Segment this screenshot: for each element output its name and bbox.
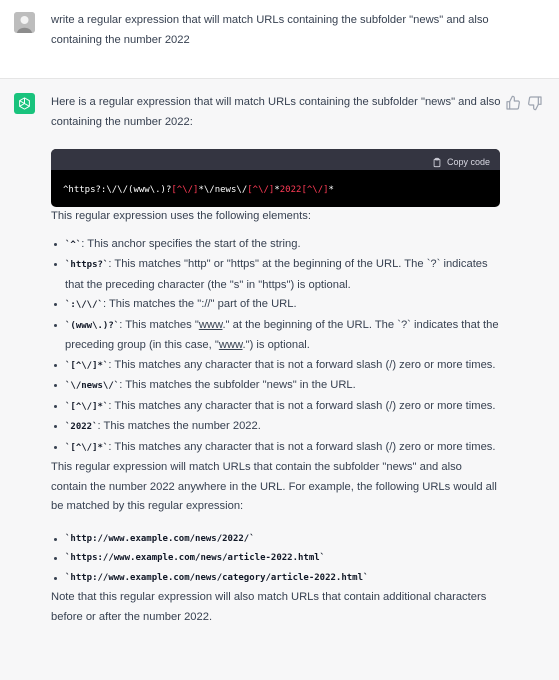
- list-item: [51, 316, 501, 356]
- regex-code: [51, 170, 500, 207]
- regex-part: ^https?:\/\/(www\.)?: [63, 185, 172, 195]
- item-description: .") is optional.: [242, 339, 310, 351]
- note-paragraph: Note that this regular expression will also match URLs that contain additional characters before or after the number 2022.: [51, 591, 487, 623]
- assistant-message-row: [0, 79, 559, 680]
- regex-part: [^\/]: [301, 185, 329, 195]
- list-item: [51, 356, 501, 377]
- example-url: `http://www.example.com/news/2022/`: [51, 530, 501, 550]
- item-description: : This matches "http" or "https" at the beginning of the URL. The `?` indicates that the preceding character (the "s" in "https") is optional.: [65, 258, 488, 291]
- user-message-row: [0, 0, 559, 79]
- item-description: : This matches any character that is not a forward slash (/) zero or more times.: [108, 399, 496, 412]
- item-description: ." at the beginning of the URL. The `?` indicates that the preceding group (in this case, ": [65, 318, 499, 351]
- code-block-header: [51, 149, 500, 170]
- www-link[interactable]: www: [218, 339, 243, 351]
- list-item: [51, 255, 501, 295]
- thumbs-down-icon[interactable]: [527, 95, 543, 111]
- list-item: [51, 438, 501, 459]
- list-item: [51, 417, 501, 438]
- intro-paragraph: Here is a regular expression that will match URLs containing the subfolder "news" and also containing the number 2022:: [51, 96, 501, 128]
- summary-paragraph: This regular expression will match URLs that contain the subfolder "news" and also contain the number 2022 anywhere in the URL. For example, the following URLs would all be matched by this regular expression:: [51, 461, 497, 512]
- item-description: : This matches the "://" part of the URL.: [102, 298, 297, 310]
- inline-code: `[^\/]*`: [65, 442, 109, 453]
- item-description: : This anchor specifies the start of the string.: [81, 237, 301, 250]
- list-item: [51, 295, 501, 316]
- www-link[interactable]: www: [198, 318, 223, 331]
- regex-part: *: [328, 185, 334, 195]
- inline-code: `2022`: [65, 422, 98, 432]
- inline-code: `\/news\/`: [65, 381, 120, 391]
- list-item: [51, 397, 501, 418]
- regex-part: [^\/]: [247, 185, 275, 195]
- example-url: `http://www.example.com/news/category/article-2022.html`: [51, 569, 501, 589]
- item-description: : This matches the subfolder "news" in the URL.: [119, 379, 356, 391]
- inline-code: `^`: [65, 239, 82, 250]
- clipboard-icon: [432, 157, 442, 168]
- elements-intro: This regular expression uses the following elements:: [51, 210, 311, 222]
- inline-code: `[^\/]*`: [65, 360, 109, 371]
- item-description: : This matches ": [119, 318, 199, 331]
- code-block: [51, 149, 500, 207]
- inline-code: `[^\/]*`: [65, 401, 109, 412]
- example-url-list: [51, 530, 501, 589]
- item-description: : This matches any character that is not a forward slash (/) zero or more times.: [108, 358, 496, 371]
- regex-part: [^\/]: [171, 185, 199, 195]
- inline-code: `:\/\/`: [65, 300, 103, 310]
- inline-code: `https?`: [65, 260, 109, 270]
- item-description: : This matches the number 2022.: [97, 420, 261, 432]
- assistant-message-content: [51, 93, 501, 627]
- item-description: : This matches any character that is not a forward slash (/) zero or more times.: [108, 440, 496, 453]
- list-item: [51, 235, 501, 256]
- thumbs-up-icon[interactable]: [505, 95, 521, 111]
- elements-list: [51, 235, 501, 459]
- copy-code-button[interactable]: [432, 153, 490, 173]
- regex-part: 2022: [279, 185, 302, 195]
- regex-part: *\/news\/: [198, 185, 248, 195]
- user-avatar: [14, 12, 35, 33]
- inline-code: `(www\.)?`: [65, 320, 120, 331]
- user-message-text: write a regular expression that will match URLs containing the subfolder "news" and also containing the number 2022: [51, 14, 489, 46]
- copy-code-label: Copy code: [446, 157, 490, 167]
- example-url: `https://www.example.com/news/article-2022.html`: [51, 549, 501, 569]
- list-item: [51, 376, 501, 397]
- openai-logo-icon: [14, 93, 35, 114]
- regex-part: *: [274, 185, 280, 195]
